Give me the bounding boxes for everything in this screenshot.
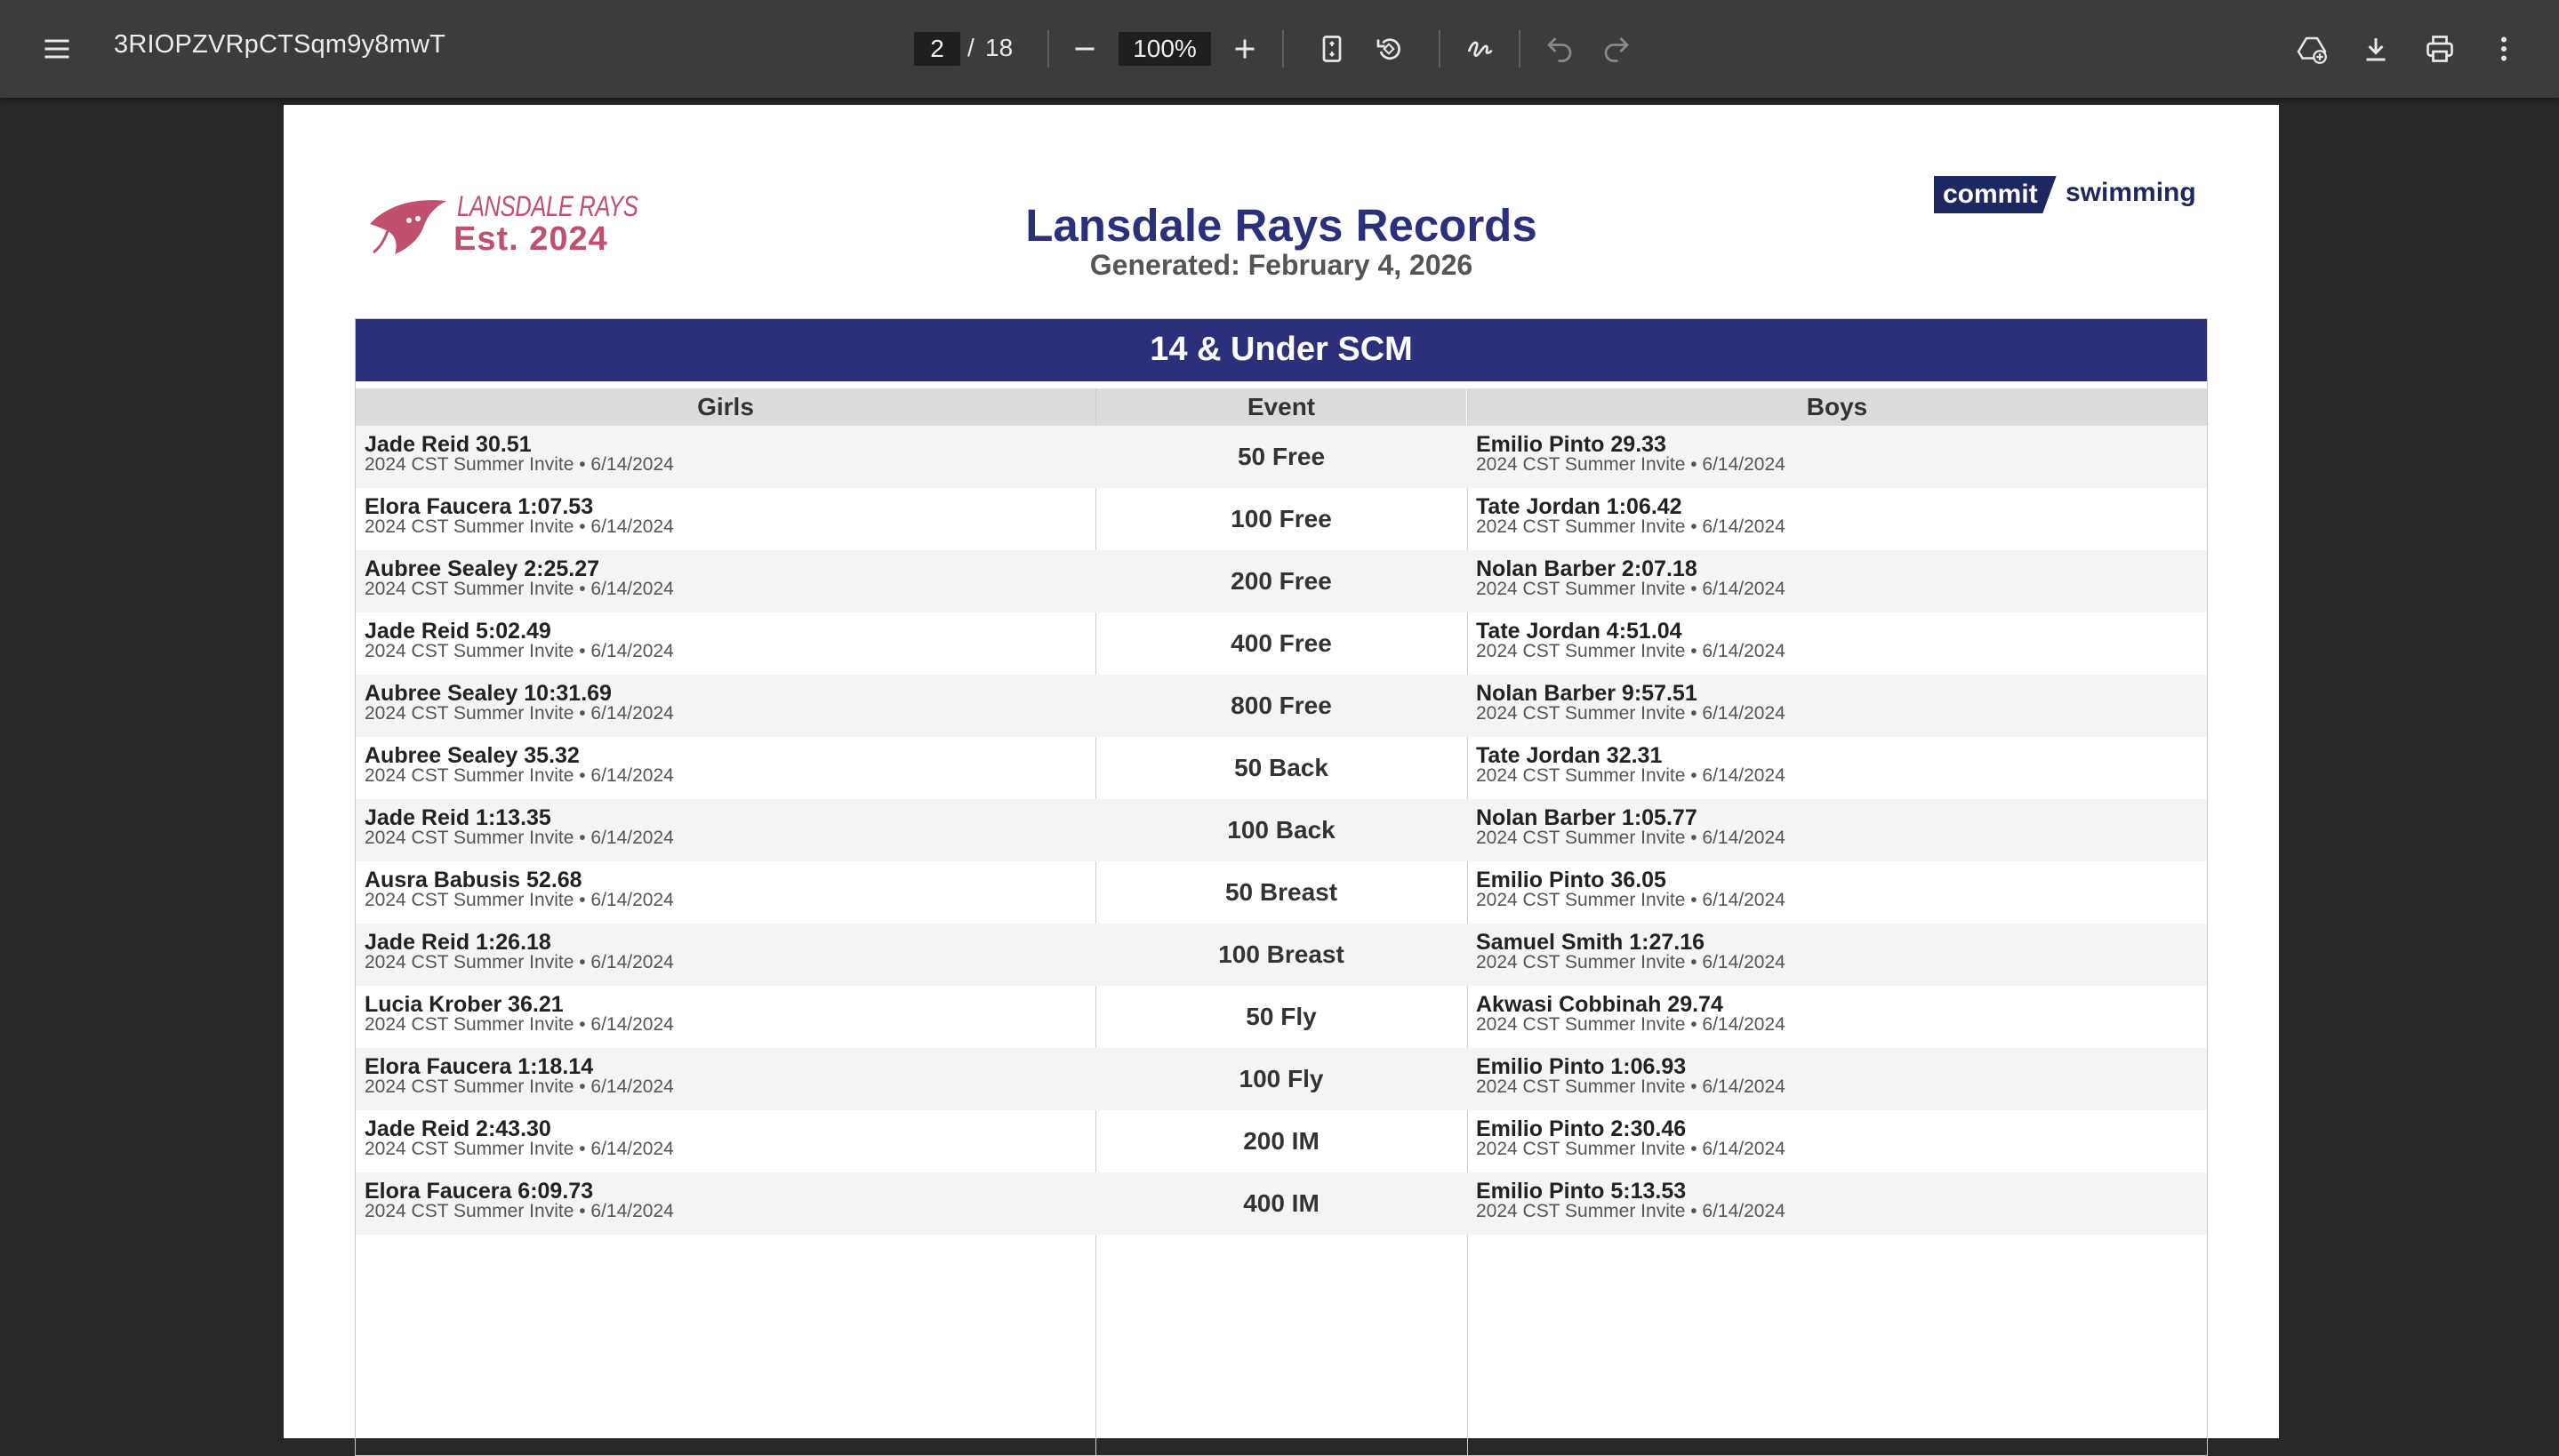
girl-record-meet: 2024 CST Summer Invite • 6/14/2024 <box>365 890 674 910</box>
pdf-page <box>284 105 2279 1438</box>
boy-record-meet: 2024 CST Summer Invite • 6/14/2024 <box>1476 1076 1785 1097</box>
table-row <box>356 426 2207 488</box>
toolbar-divider <box>1439 30 1440 68</box>
records-table <box>355 318 2208 1456</box>
girl-record-name-time: Jade Reid 30.51 <box>365 432 532 457</box>
pen-draw-icon[interactable] <box>1455 24 1504 74</box>
boy-record-meet: 2024 CST Summer Invite • 6/14/2024 <box>1476 765 1785 786</box>
girl-record-name-time: Elora Faucera 6:09.73 <box>365 1179 594 1204</box>
boy-record-name-time: Emilio Pinto 1:06.93 <box>1476 1054 1687 1079</box>
boy-record-name-time: Emilio Pinto 5:13.53 <box>1476 1179 1687 1204</box>
boy-record-meet: 2024 CST Summer Invite • 6/14/2024 <box>1476 454 1785 475</box>
event-name: 200 Free <box>1231 567 1332 595</box>
logo-text-top: LANSDALE RAYS <box>457 190 638 222</box>
boy-record-name-time: Tate Jordan 32.31 <box>1476 743 1663 768</box>
column-header-girls: Girls <box>356 388 1095 426</box>
pdf-toolbar <box>0 0 2559 98</box>
column-header-event: Event <box>1096 388 1466 426</box>
event-name: 50 Breast <box>1224 878 1338 906</box>
boy-record-name-time: Emilio Pinto 36.05 <box>1476 868 1666 892</box>
boy-record-meet: 2024 CST Summer Invite • 6/14/2024 <box>1476 579 1785 599</box>
rotate-counterclockwise-icon[interactable] <box>1364 24 1414 74</box>
girl-record-meet: 2024 CST Summer Invite • 6/14/2024 <box>365 516 674 537</box>
boy-record-meet: 2024 CST Summer Invite • 6/14/2024 <box>1476 516 1785 537</box>
event-name: 200 IM <box>1243 1127 1320 1155</box>
table-row <box>356 675 2207 737</box>
pdf-viewer[interactable] <box>0 98 2559 1387</box>
girl-record-meet: 2024 CST Summer Invite • 6/14/2024 <box>365 641 674 661</box>
table-row <box>356 488 2207 550</box>
girl-record-meet: 2024 CST Summer Invite • 6/14/2024 <box>365 828 674 848</box>
zoom-input[interactable] <box>1119 32 1211 66</box>
print-icon[interactable] <box>2415 24 2465 74</box>
girl-record-name-time: Aubree Sealey 2:25.27 <box>365 556 600 581</box>
page-number-input[interactable] <box>914 32 960 66</box>
event-name: 100 Fly <box>1239 1065 1324 1092</box>
girl-record-meet: 2024 CST Summer Invite • 6/14/2024 <box>365 579 674 599</box>
event-name: 50 Back <box>1234 754 1328 781</box>
girl-record-meet: 2024 CST Summer Invite • 6/14/2024 <box>365 952 674 972</box>
table-row <box>356 612 2207 675</box>
boy-record-name-time: Emilio Pinto 2:30.46 <box>1476 1116 1687 1141</box>
girl-record-name-time: Aubree Sealey 35.32 <box>365 743 580 768</box>
event-name: 100 Free <box>1231 505 1332 532</box>
plus-icon[interactable] <box>1220 24 1270 74</box>
logo-text-bottom: Est. 2024 <box>453 220 608 258</box>
boy-record-name-time: Akwasi Cobbinah 29.74 <box>1476 992 1723 1017</box>
table-row <box>356 861 2207 924</box>
boy-record-meet: 2024 CST Summer Invite • 6/14/2024 <box>1476 1014 1785 1035</box>
boy-record-meet: 2024 CST Summer Invite • 6/14/2024 <box>1476 1201 1785 1221</box>
more-vertical-icon[interactable] <box>2479 24 2529 74</box>
girl-record-name-time: Elora Faucera 1:18.14 <box>365 1054 594 1079</box>
boy-record-name-time: Emilio Pinto 29.33 <box>1476 432 1666 457</box>
girl-record-name-time: Jade Reid 1:26.18 <box>365 930 551 955</box>
column-header-boys: Boys <box>1467 388 2207 426</box>
table-row <box>356 986 2207 1048</box>
boy-record-name-time: Nolan Barber 2:07.18 <box>1476 556 1697 581</box>
girl-record-meet: 2024 CST Summer Invite • 6/14/2024 <box>365 1076 674 1097</box>
event-name: 50 Free <box>1237 443 1326 470</box>
logo-commit-text: commit <box>1934 176 2058 213</box>
boy-record-name-time: Tate Jordan 1:06.42 <box>1476 494 1682 519</box>
table-row <box>356 737 2207 799</box>
event-name: 800 Free <box>1231 692 1332 719</box>
redo-icon[interactable] <box>1592 24 1641 74</box>
girl-record-name-time: Jade Reid 5:02.49 <box>365 619 551 644</box>
boy-record-meet: 2024 CST Summer Invite • 6/14/2024 <box>1476 890 1785 910</box>
event-name: 100 Breast <box>1218 940 1344 968</box>
girl-record-name-time: Ausra Babusis 52.68 <box>365 868 582 892</box>
download-icon[interactable] <box>2351 24 2401 74</box>
table-row <box>356 550 2207 612</box>
table-row <box>356 799 2207 861</box>
girl-record-meet: 2024 CST Summer Invite • 6/14/2024 <box>365 703 674 724</box>
section-title: 14 & Under SCM <box>356 319 2207 381</box>
report-title: Lansdale Rays Records <box>1025 200 1537 251</box>
hamburger-menu-icon[interactable] <box>32 24 82 74</box>
girl-record-name-time: Jade Reid 1:13.35 <box>365 805 551 830</box>
event-name: 400 Free <box>1231 629 1332 657</box>
toolbar-divider <box>1519 30 1520 68</box>
girl-record-name-time: Jade Reid 2:43.30 <box>365 1116 551 1141</box>
boy-record-name-time: Samuel Smith 1:27.16 <box>1476 930 1705 955</box>
boy-record-name-time: Nolan Barber 9:57.51 <box>1476 681 1697 706</box>
table-row <box>356 1172 2207 1235</box>
girl-record-name-time: Aubree Sealey 10:31.69 <box>365 681 612 706</box>
event-name: 400 IM <box>1243 1189 1320 1217</box>
fit-page-icon[interactable] <box>1307 24 1357 74</box>
table-row <box>356 924 2207 986</box>
toolbar-divider <box>1047 30 1049 68</box>
boy-record-name-time: Nolan Barber 1:05.77 <box>1476 805 1697 830</box>
girl-record-meet: 2024 CST Summer Invite • 6/14/2024 <box>365 765 674 786</box>
girl-record-meet: 2024 CST Summer Invite • 6/14/2024 <box>365 1139 674 1159</box>
girl-record-meet: 2024 CST Summer Invite • 6/14/2024 <box>365 1201 674 1221</box>
boy-record-meet: 2024 CST Summer Invite • 6/14/2024 <box>1476 703 1785 724</box>
page-total: 18 <box>985 34 1014 61</box>
boy-record-name-time: Tate Jordan 4:51.04 <box>1476 619 1682 644</box>
table-row <box>356 1110 2207 1172</box>
girl-record-meet: 2024 CST Summer Invite • 6/14/2024 <box>365 1014 674 1035</box>
table-row <box>356 1048 2207 1110</box>
boy-record-meet: 2024 CST Summer Invite • 6/14/2024 <box>1476 641 1785 661</box>
document-title: 3RIOPZVRpCTSqm9y8mwT <box>114 30 446 59</box>
add-to-drive-icon[interactable] <box>2287 24 2337 74</box>
girl-record-name-time: Lucia Krober 36.21 <box>365 992 564 1017</box>
boy-record-meet: 2024 CST Summer Invite • 6/14/2024 <box>1476 828 1785 848</box>
girl-record-meet: 2024 CST Summer Invite • 6/14/2024 <box>365 454 674 475</box>
boy-record-meet: 2024 CST Summer Invite • 6/14/2024 <box>1476 952 1785 972</box>
page-separator: / <box>967 34 975 61</box>
event-name: 50 Fly <box>1246 1003 1317 1030</box>
event-name: 100 Back <box>1227 816 1336 844</box>
girl-record-name-time: Elora Faucera 1:07.53 <box>365 494 594 519</box>
boy-record-meet: 2024 CST Summer Invite • 6/14/2024 <box>1476 1139 1785 1159</box>
minus-icon[interactable] <box>1060 24 1110 74</box>
toolbar-divider <box>1282 30 1284 68</box>
logo-swimming-text: swimming <box>2066 178 2196 207</box>
undo-icon[interactable] <box>1535 24 1584 74</box>
report-generated-date: Generated: February 4, 2026 <box>1089 249 1473 281</box>
